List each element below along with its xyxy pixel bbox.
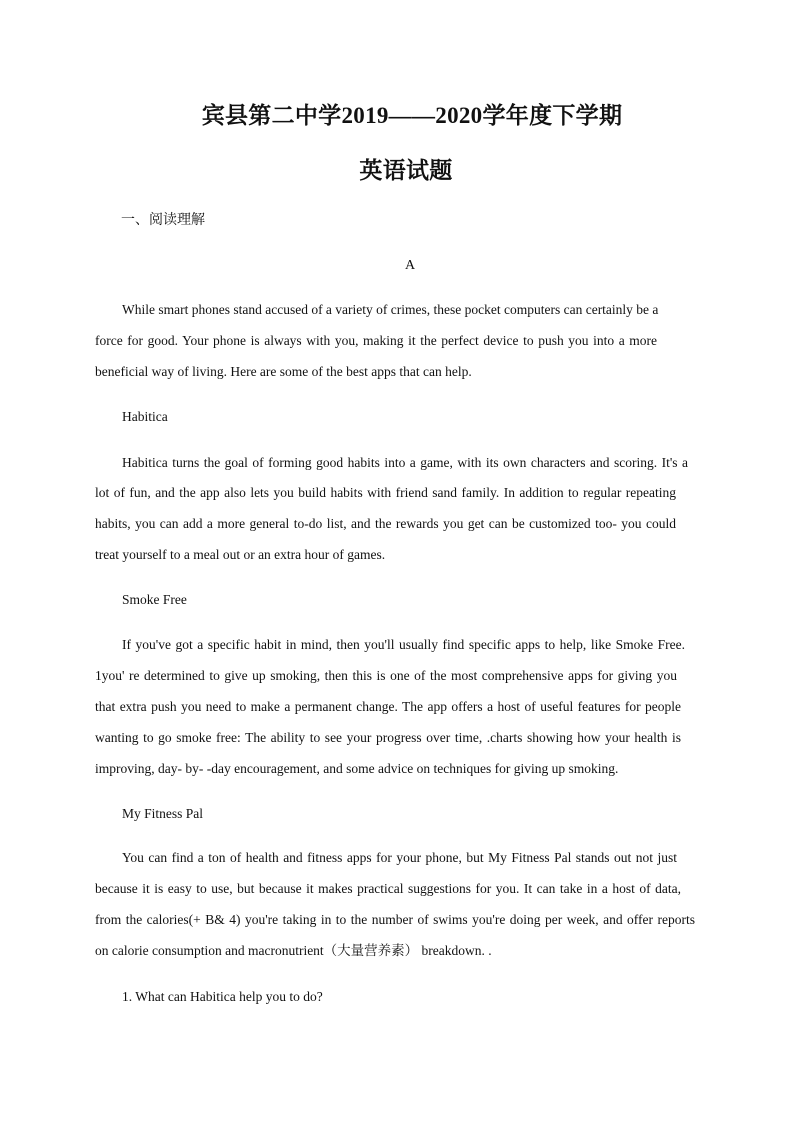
fitness-line-4: on calorie consumption and macronutrient（大量营养素） breakdown. . <box>95 943 492 958</box>
habitica-line-3: habits, you can add a more general to-do list, and the rewards you get can be customized too- you could <box>95 516 676 531</box>
fitness-line-3: from the calories(+ B& 4) you're taking in to the number of swims you're doing per week, and offer reports <box>95 912 695 927</box>
smoke-free-line-3: that extra push you need to make a permanent change. The app offers a host of useful features for people <box>95 699 681 714</box>
intro-line-1: While smart phones stand accused of a variety of crimes, these pocket computers can certainly be a <box>122 302 659 317</box>
habitica-line-4: treat yourself to a meal out or an extra hour of games. <box>95 547 386 562</box>
fitness-line-1: You can find a ton of health and fitness apps for your phone, but My Fitness Pal stands out not just <box>122 850 677 865</box>
intro-line-3: beneficial way of living. Here are some of the best apps that can help. <box>95 364 472 379</box>
app-heading-habitica: Habitica <box>122 409 168 424</box>
smoke-free-line-4: wanting to go smoke free: The ability to see your progress over time, .charts showing how your health is <box>95 730 681 745</box>
intro-line-2: force for good. Your phone is always with you, making it the perfect device to push you into a more <box>95 333 657 348</box>
smoke-free-line-1: If you've got a specific habit in mind, then you'll usually find specific apps to help, like Smoke Free. <box>122 637 685 652</box>
app-heading-smoke-free: Smoke Free <box>122 592 187 607</box>
app-heading-my-fitness-pal: My Fitness Pal <box>122 806 204 821</box>
habitica-line-2: lot of fun, and the app also lets you build habits with friend sand family. In addition to regular repeating <box>95 485 676 500</box>
smoke-free-line-5: improving, day- by- -day encouragement, and some advice on techniques for giving up smoking. <box>95 761 619 776</box>
habitica-line-1: Habitica turns the goal of forming good habits into a game, with its own characters and scoring. It's a <box>122 455 688 470</box>
question-1: 1. What can Habitica help you to do? <box>122 989 323 1004</box>
smoke-free-line-2: 1you' re determined to give up smoking, then this is one of the most comprehensive apps for giving you <box>95 668 677 683</box>
passage-label: A <box>404 258 416 273</box>
section-heading: 一、阅读理解 <box>121 213 205 228</box>
fitness-line-2: because it is easy to use, but because it makes practical suggestions for you. It can take in a host of data, <box>95 881 681 896</box>
exam-subtitle: 英语试题 <box>359 158 453 183</box>
exam-title: 宾县第二中学2019——2020学年度下学期 <box>201 103 623 128</box>
